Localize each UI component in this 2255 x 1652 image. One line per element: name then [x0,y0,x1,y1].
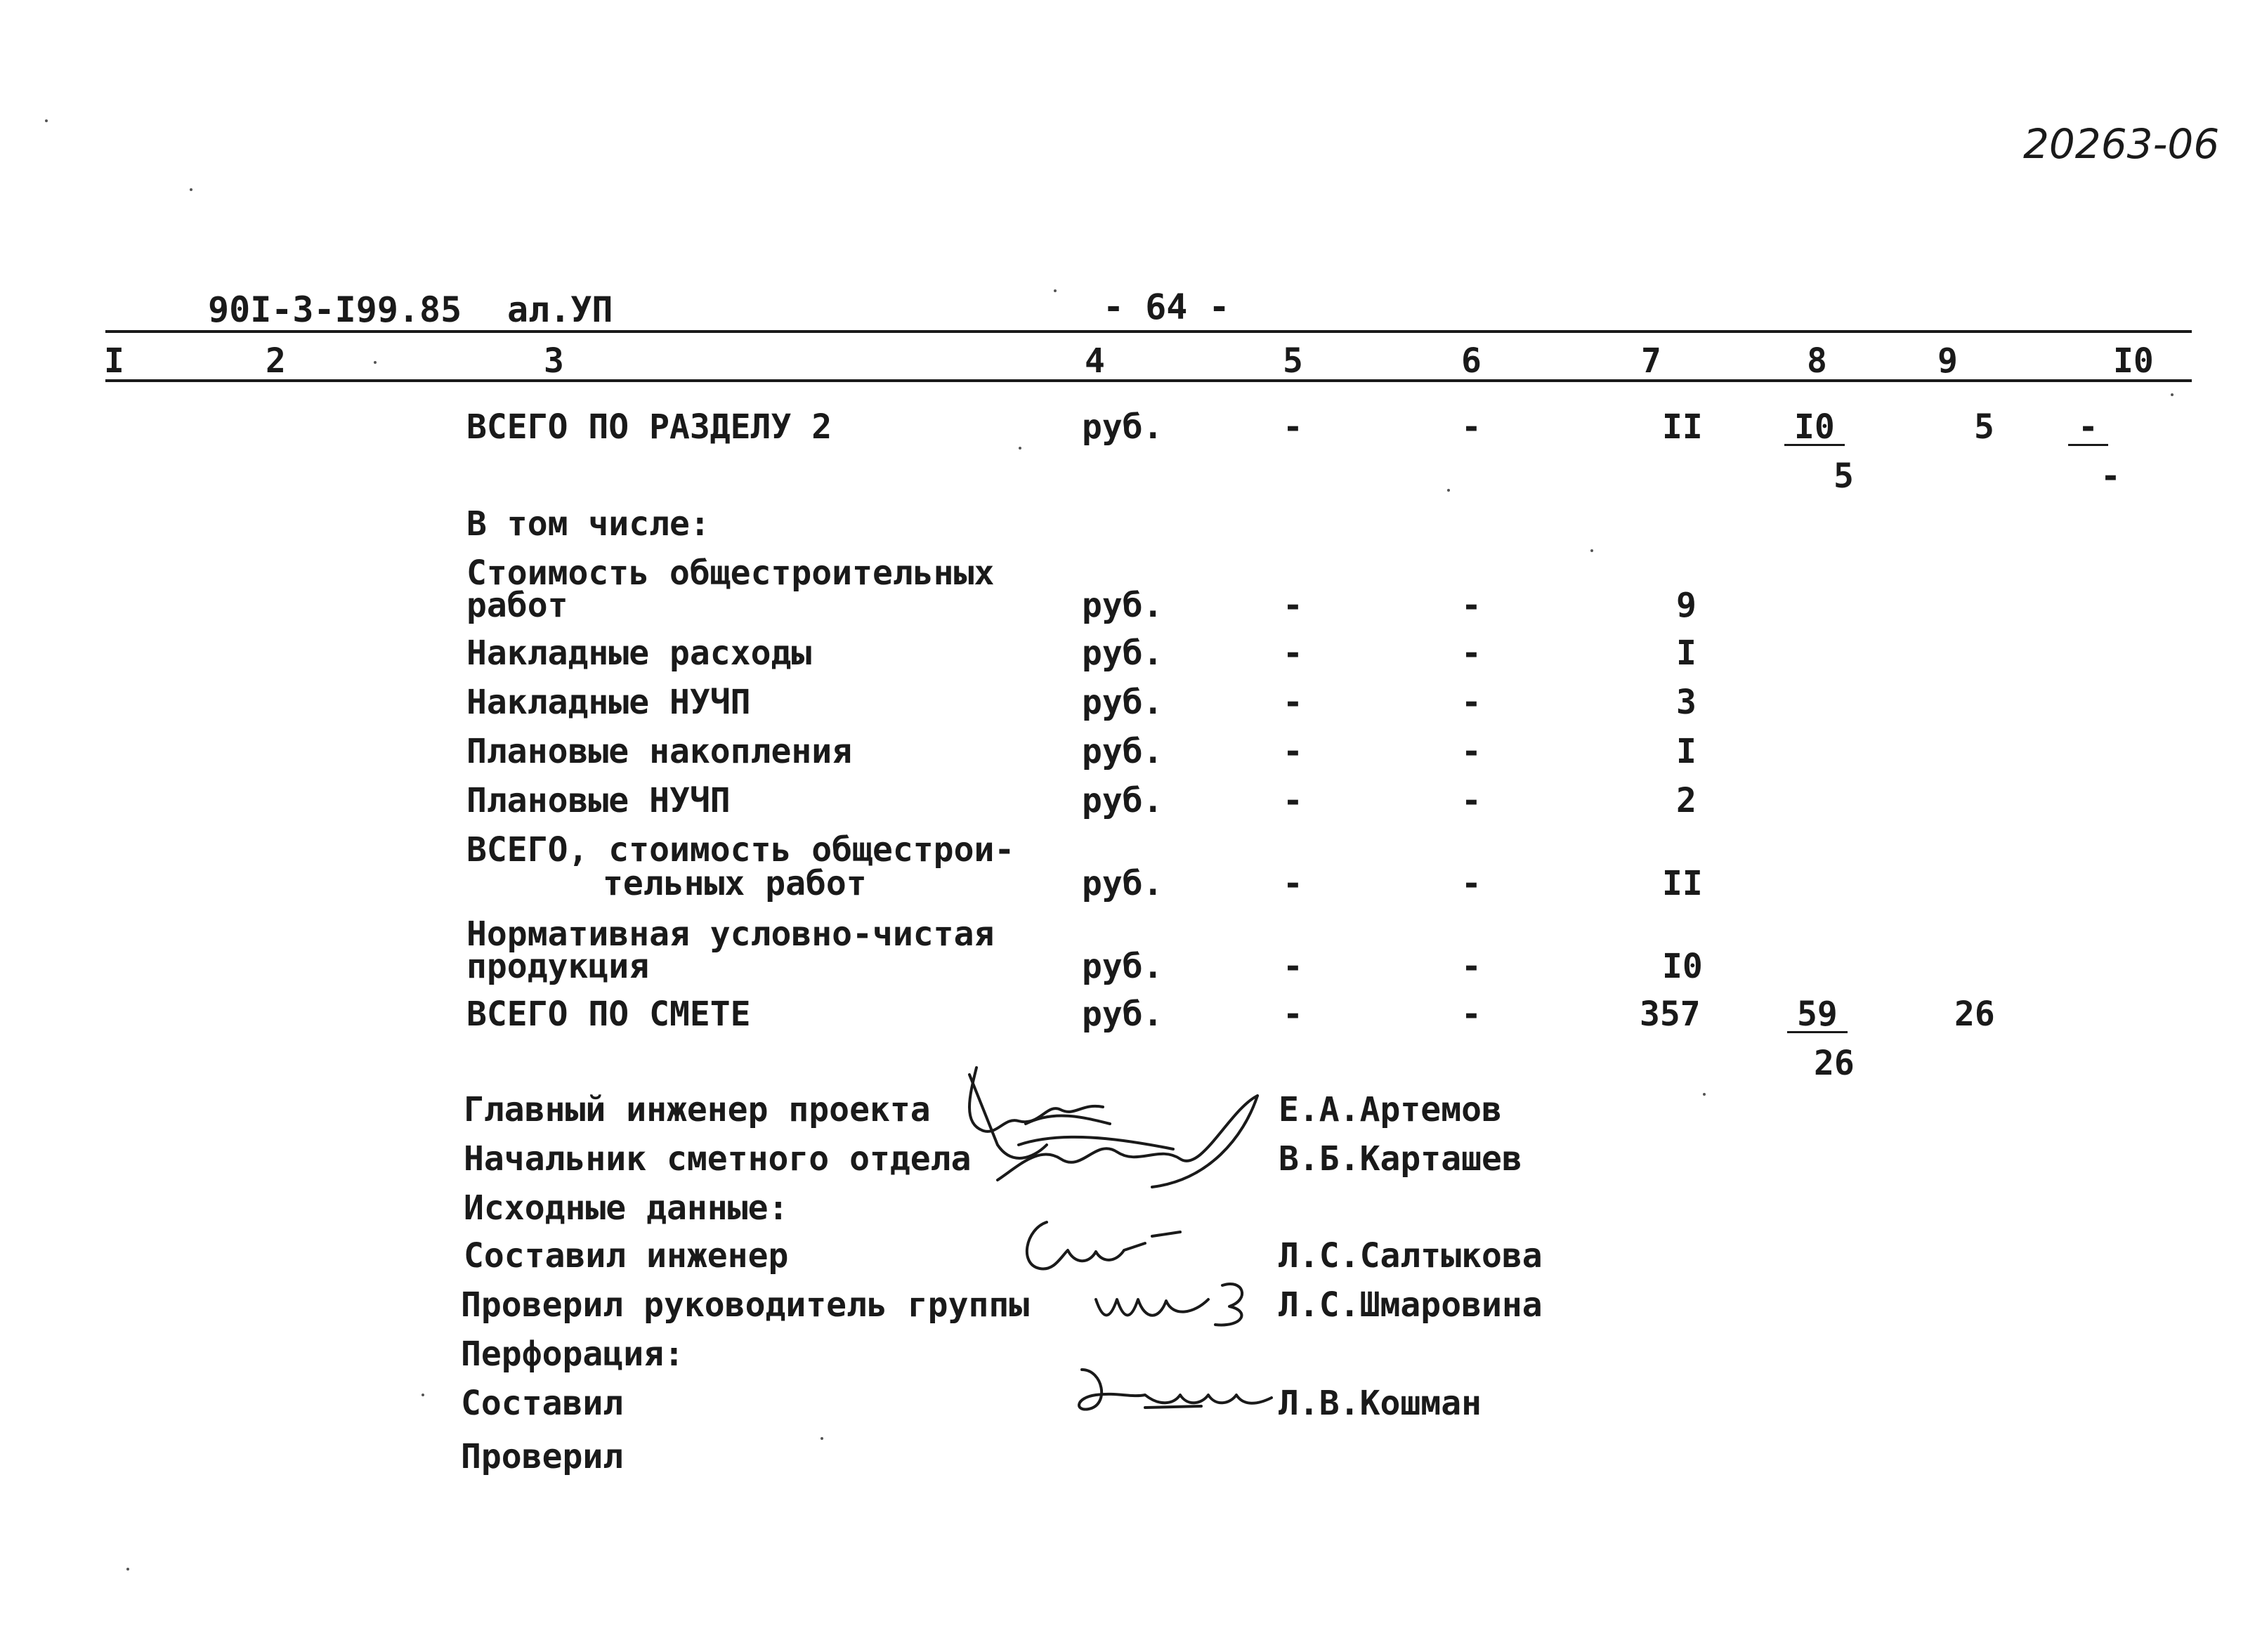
scan-speck [1703,1093,1706,1096]
unit: руб. [1082,781,1163,820]
album-number: ал.УП [507,289,613,330]
col10-value-top: - [2068,410,2108,446]
row-label: Плановые накопления [466,732,853,771]
col5-value: - [1283,732,1303,771]
signer-name: Е.А.Артемов [1279,1090,1502,1129]
signer-name: В.Б.Карташев [1279,1139,1522,1179]
header-rule-bottom [105,379,2192,382]
unit: руб. [1082,732,1163,771]
col5-value: - [1283,781,1303,820]
col5-value: - [1283,634,1303,673]
unit: руб. [1082,407,1163,447]
unit: руб. [1082,995,1163,1034]
col7-value: 2 [1676,781,1697,820]
row-label-cont: тельных работ [603,864,867,903]
column-number: 7 [1641,341,1661,381]
signature-shmarovina [1082,1257,1264,1335]
signer-role: Составил инженер [464,1236,789,1276]
col6-value: - [1461,947,1482,986]
col6-value: - [1461,683,1482,722]
col5-value: - [1283,995,1303,1034]
col7-value: 357 [1640,995,1701,1034]
signer-role: Главный инженер проекта [464,1090,931,1129]
column-number: 6 [1461,341,1482,381]
row-label: Нормативная условно-чистая [466,914,995,954]
col6-value: - [1461,781,1482,820]
col5-value: - [1283,586,1303,625]
column-number: 9 [1937,341,1958,381]
row-label: Стоимость общестроительных [466,553,995,593]
col6-value: - [1461,407,1482,447]
col8-value-top: 59 [1787,997,1848,1033]
col6-value: - [1461,586,1482,625]
scan-speck [821,1437,823,1440]
scan-speck [421,1394,424,1396]
row-label: ВСЕГО ПО РАЗДЕЛУ 2 [466,407,832,447]
unit: руб. [1082,683,1163,722]
column-number: 5 [1283,341,1303,381]
unit: руб. [1082,634,1163,673]
signer-role: Начальник сметного отдела [464,1139,972,1179]
col6-value: - [1461,732,1482,771]
col6-value: - [1461,995,1482,1034]
scan-speck [126,1568,129,1571]
col7-value: I [1676,732,1697,771]
col5-value: - [1283,407,1303,447]
including-heading: В том числе: [466,504,710,544]
col9-value: 26 [1954,995,1995,1034]
col10-value-bottom: - [2100,457,2121,496]
signer-role: Проверил руководитель группы [461,1285,1030,1325]
unit: руб. [1082,947,1163,986]
document-code: 90I-3-I99.85 [208,289,462,330]
signer-role: Проверил [461,1437,624,1476]
col6-value: - [1461,864,1482,903]
scan-speck [1590,549,1593,552]
signer-name: Л.С.Салтыкова [1279,1236,1543,1276]
row-label: Накладные НУЧП [466,683,751,722]
col8-value-bottom: 5 [1834,457,1854,496]
unit: руб. [1082,586,1163,625]
column-number: I [104,341,124,381]
scan-speck [190,188,192,191]
signature-kartashev [976,1082,1272,1208]
source-data-heading: Исходные данные: [464,1188,789,1228]
col9-value: 5 [1974,407,1994,447]
unit: руб. [1082,864,1163,903]
page-number: - 64 - [1103,287,1230,327]
col7-value: II [1662,407,1703,447]
col5-value: - [1283,683,1303,722]
column-number: 4 [1085,341,1105,381]
column-number: I0 [2113,341,2154,381]
signer-name: Л.С.Шмаровина [1279,1285,1543,1325]
row-label: ВСЕГО, стоимость общестрои- [466,830,1015,870]
col6-value: - [1461,634,1482,673]
row-label: ВСЕГО ПО СМЕТЕ [466,995,751,1034]
column-number: 2 [266,341,286,381]
signature-koshman [1061,1356,1279,1426]
col5-value: - [1283,947,1303,986]
col7-value: 3 [1676,683,1697,722]
scan-speck [1447,489,1450,492]
col7-value: I0 [1662,947,1703,986]
perforation-heading: Перфорация: [461,1335,684,1374]
col5-value: - [1283,864,1303,903]
scan-speck [1019,447,1021,450]
col8-value-top: I0 [1784,410,1845,446]
archive-number: 20263-06 [2023,120,2220,168]
signer-role: Составил [461,1384,624,1423]
scan-speck [2171,393,2174,396]
signer-name: Л.В.Кошман [1279,1384,1482,1423]
scan-speck [374,361,377,364]
scan-speck [45,119,48,122]
header-rule-top [105,330,2192,333]
scan-speck [1054,289,1057,292]
row-label-cont: работ [466,586,568,625]
row-label: Плановые НУЧП [466,781,731,820]
column-number: 3 [544,341,564,381]
column-number: 8 [1807,341,1827,381]
row-label-cont: продукция [466,947,650,986]
col8-value-bottom: 26 [1814,1044,1855,1083]
row-label: Накладные расходы [466,634,812,673]
col7-value: II [1662,864,1703,903]
col7-value: 9 [1676,586,1697,625]
col7-value: I [1676,634,1697,673]
